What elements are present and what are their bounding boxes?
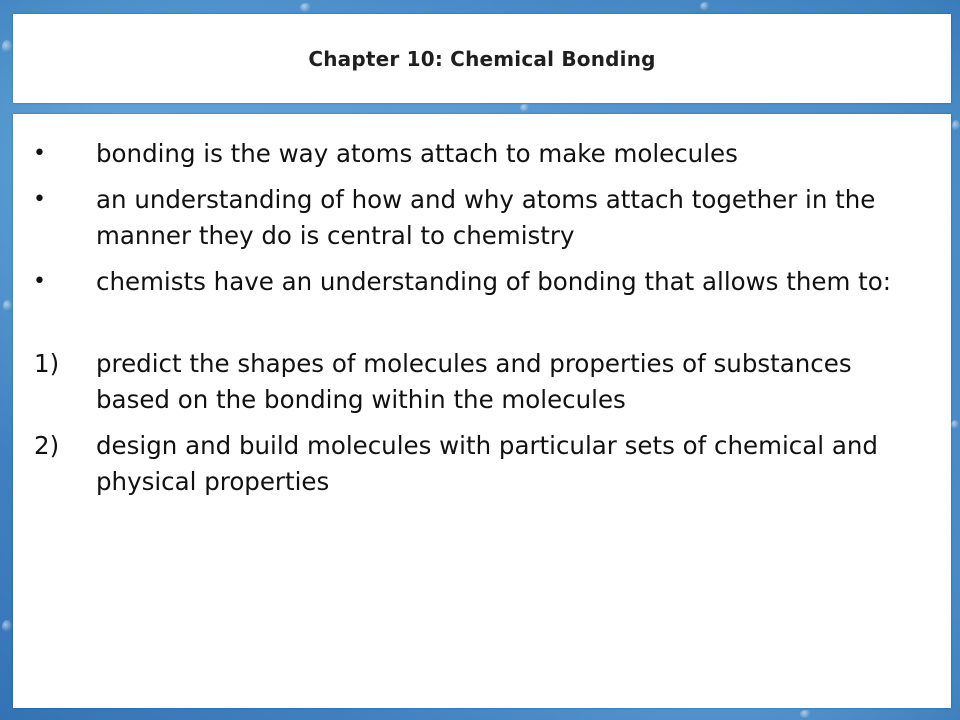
water-drop (952, 120, 960, 132)
blank-line (13, 310, 951, 346)
numbered-text: predict the shapes of molecules and properties of substances based on the bonding within the molecules (96, 349, 852, 414)
title-panel (13, 14, 951, 103)
bullet-item (13, 264, 951, 300)
bullet-text: chemists have an understanding of bonding that allows them to: (96, 267, 891, 296)
water-drop (300, 3, 312, 12)
slide-body (13, 136, 951, 510)
water-drop (3, 300, 12, 312)
water-drop (2, 40, 12, 54)
water-drop (700, 2, 710, 11)
water-drop (520, 104, 530, 112)
numbered-text: design and build molecules with particular sets of chemical and physical properties (96, 431, 878, 496)
water-drop (2, 620, 12, 633)
bullet-text: bonding is the way atoms attach to make molecules (96, 139, 738, 168)
water-drop (951, 420, 959, 430)
bullet-marker: • (33, 141, 46, 166)
water-drop (800, 710, 812, 718)
content-panel (13, 114, 951, 708)
numbered-item (13, 346, 951, 418)
number-marker: 1) (34, 349, 60, 378)
bullet-text: an understanding of how and why atoms attach together in the manner they do is central to chemistry (96, 185, 876, 250)
bullet-marker: • (33, 269, 46, 294)
bullet-item (13, 136, 951, 172)
numbered-item (13, 428, 951, 500)
bullet-item (13, 182, 951, 254)
slide-title: Chapter 10: Chemical Bonding (308, 46, 656, 71)
bullet-marker: • (33, 187, 46, 212)
number-marker: 2) (34, 431, 60, 460)
